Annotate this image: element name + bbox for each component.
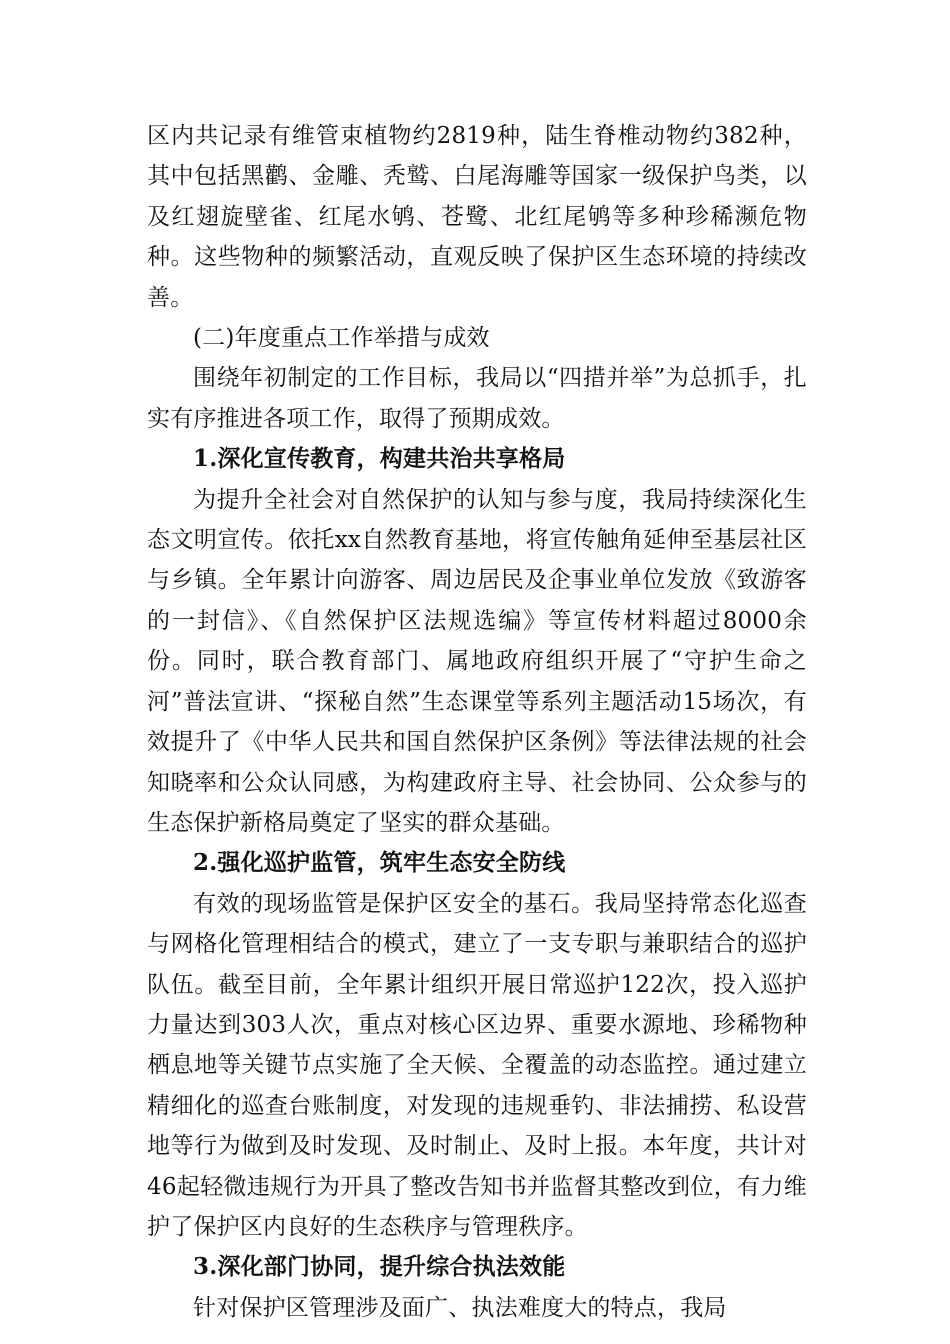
body-paragraph: 针对保护区管理涉及面广、执法难度大的特点，我局 [193,1294,727,1321]
body-paragraph-continued: 区内共记录有维管束植物约2819种，陆生脊椎动物约382种，其中包括黑鹳、金雕、秃鹫、白尾海雕等国家一级保护鸟类，以及红翅旋壁雀、红尾水鸲、苍鹭、北红尾鸲等多种珍稀濒危物种。这些物种的频繁活动，直观反映了保护区生态环境的持续改善。 [147,123,807,311]
sub-heading-2: 2.强化巡护监管，筑牢生态安全防线 [193,849,566,877]
section-heading: (二)年度重点工作举措与成效 [193,325,490,352]
body-paragraph: 为提升全社会对自然保护的认知与参与度，我局持续深化生态文明宣传。依托xx自然教育基地，将宣传触角延伸至基层社区与乡镇。全年累计向游客、周边居民及企事业单位发放《致游客的一封信》、《自然保护区法规选编》等宣传材料超过8000余份。同时，联合教育部门、属地政府组织开展了“守护生命之河”普法宣讲、“探秘自然”生态课堂等系列主题活动15场次，有效提升了《中华人民共和国自然保护区条例》等法律法规的社会知晓率和公众认同感，为构建政府主导、社会协同、公众参与的生态保护新格局奠定了坚实的群众基础。 [147,486,807,836]
sub-heading-1: 1.深化宣传教育，构建共治共享格局 [193,445,566,473]
sub-heading-3: 3.深化部门协同，提升综合执法效能 [193,1253,566,1281]
body-paragraph: 围绕年初制定的工作目标，我局以“四措并举”为总抓手，扎实有序推进各项工作，取得了预期成效。 [147,365,807,432]
document-page [147,116,807,1328]
body-paragraph: 有效的现场监管是保护区安全的基石。我局坚持常态化巡查与网格化管理相结合的模式，建立了一支专职与兼职结合的巡护队伍。截至目前，全年累计组织开展日常巡护122次，投入巡护力量达到303人次，重点对核心区边界、重要水源地、珍稀物种栖息地等关键节点实施了全天候、全覆盖的动态监控。通过建立精细化的巡查台账制度，对发现的违规垂钓、非法捕捞、私设营地等行为做到及时发现、及时制止、及时上报。本年度，共计对46起轻微违规行为开具了整改告知书并监督其整改到位，有力维护了保护区内良好的生态秩序与管理秩序。 [147,890,807,1240]
